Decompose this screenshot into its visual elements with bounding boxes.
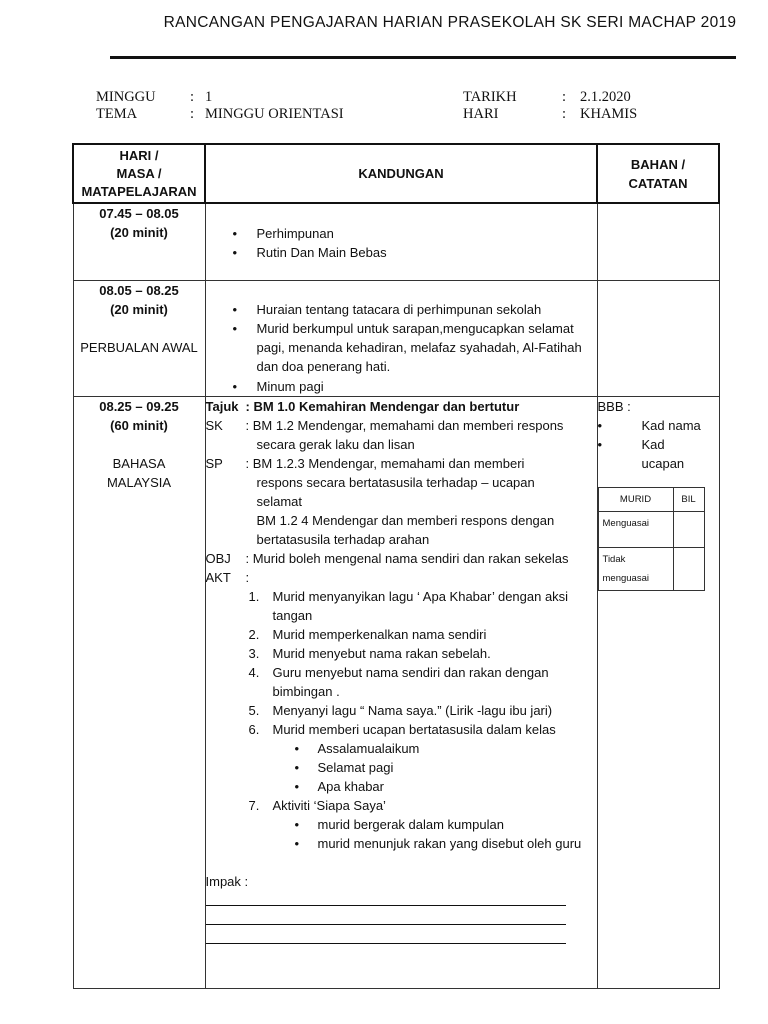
list-item (206, 663, 597, 701)
mastery-cell (673, 511, 704, 547)
list-item (206, 701, 597, 720)
sp2-line1: BM 1.2 4 Mendengar dan memberi respons dengan (256, 512, 555, 528)
sp-cont1: respons secara bertatasusila terhadap – ucapan (256, 474, 535, 490)
list-item: • Kad ucapan (598, 435, 719, 473)
page-header (0, 14, 768, 32)
list-item: • murid bergerak dalam kumpulan (206, 815, 597, 834)
sk-value: : BM 1.2 Mendengar, memahami dan memberi respons (245, 417, 564, 433)
tarikh-colon: : (562, 89, 567, 105)
table-header-row (73, 144, 719, 203)
row3-content (205, 396, 597, 988)
header-col-hari (73, 144, 205, 203)
list-item: • Perhimpunan (206, 224, 597, 243)
impak-line (206, 887, 566, 906)
row3-time: 08.25 – 09.25 (99, 398, 179, 414)
row3-subject-line1: BAHASA (112, 455, 166, 471)
row3-duration: (60 minit) (110, 417, 168, 433)
tajuk-label: Tajuk (205, 398, 239, 414)
impak-line (206, 925, 566, 944)
table-row (73, 280, 719, 396)
impak-label: Impak : (205, 873, 249, 889)
row1-time-cell (73, 203, 205, 280)
row3-bahan (597, 396, 719, 988)
header-col1-line2: MASA / (116, 165, 162, 181)
obj-value: : Murid boleh mengenal nama sendiri dan rakan sekelas (245, 550, 569, 566)
activity-number: 3. (248, 645, 260, 661)
impak-line (206, 906, 566, 925)
akt-label: AKT (205, 569, 231, 585)
row2-time-cell (73, 280, 205, 396)
tema-label: TEMA (96, 106, 138, 122)
activity-text: Murid menyebut nama rakan sebelah. (272, 645, 491, 661)
header-col1-line3: MATAPELAJARAN (81, 183, 197, 199)
header-col1-line1: HARI / (119, 147, 159, 163)
sk-label: SK (205, 417, 223, 433)
list-item: • Assalamualaikum (206, 739, 597, 758)
header-rule (110, 56, 736, 59)
list-item (206, 720, 597, 739)
list-item (206, 625, 597, 644)
list-item (206, 644, 597, 663)
row1-content (205, 203, 597, 280)
activity-number: 6. (248, 721, 260, 737)
mastery-header-bil: BIL (673, 487, 704, 511)
tarikh-label: TARIKH (463, 89, 517, 105)
row2-subject: PERBUALAN AWAL (80, 339, 198, 355)
tema-value: MINGGU ORIENTASI (205, 106, 344, 122)
list-item: • Minum pagi (206, 377, 591, 396)
mastery-table (598, 487, 705, 591)
hari-value: KHAMIS (580, 106, 638, 122)
activity-text: Aktiviti ‘Siapa Saya’ (272, 797, 386, 813)
sp-cont2: selamat (256, 493, 303, 509)
tema-colon: : (190, 106, 195, 122)
list-item: • murid menunjuk rakan yang disebut oleh guru (206, 834, 597, 853)
akt-value: : (245, 569, 250, 585)
activity-text: Menyanyi lagu “ Nama saya.” (Lirik -lagu ibu jari) (272, 702, 553, 718)
sk-cont: secara gerak laku dan lisan (256, 436, 415, 452)
row1-duration: (20 minit) (110, 225, 168, 240)
header-col-bahan (597, 144, 719, 203)
hari-colon: : (562, 106, 567, 122)
mastery-row-menguasai: Menguasai (598, 511, 673, 547)
list-item (206, 587, 597, 625)
mastery-row-tidak: Tidak menguasai (598, 547, 673, 590)
list-item: • Apa khabar (206, 777, 597, 796)
header-col-kandungan: KANDUNGAN (205, 144, 597, 203)
row2-time: 08.05 – 08.25 (99, 282, 179, 298)
list-item: • Murid berkumpul untuk sarapan,mengucapkan selamat pagi, menanda kehadiran, melafaz syahadah, Al-Fatihah dan doa penerang hati. (206, 319, 591, 377)
list-item: • Huraian tentang tatacara di perhimpunan sekolah (206, 300, 591, 319)
activity-number: 2. (248, 626, 260, 642)
hari-label: HARI (463, 106, 499, 122)
list-item: • Selamat pagi (206, 758, 597, 777)
mastery-header-murid: MURID (598, 487, 673, 511)
obj-label: OBJ (205, 550, 231, 566)
activity-number: 7. (248, 797, 260, 813)
activity-number: 5. (248, 702, 260, 718)
activity-text: Guru menyebut nama sendiri dan rakan dengan bimbingan . (272, 664, 549, 699)
activity-number: 1. (248, 588, 260, 604)
list-item: • Kad nama (598, 416, 719, 435)
list-item: • Rutin Dan Main Bebas (206, 243, 597, 262)
row3-time-cell (73, 396, 205, 988)
header-col3-line2: CATATAN (628, 175, 688, 191)
header-title: RANCANGAN PENGAJARAN HARIAN PRASEKOLAH SK SERI MACHAP 2019 (163, 14, 737, 31)
sp2-line2: bertatasusila terhadap arahan (256, 531, 430, 547)
bbb-label: BBB : (597, 398, 631, 414)
row3-subject-line2: MALAYSIA (106, 474, 172, 490)
activity-text: Murid menyanyikan lagu ‘ Apa Khabar’ dengan aksi tangan (272, 588, 569, 623)
row2-bahan (597, 280, 719, 396)
lesson-plan-table (72, 143, 720, 989)
row2-duration: (20 minit) (110, 301, 168, 317)
row2-content (205, 280, 597, 396)
activity-number: 4. (248, 664, 260, 680)
minggu-value: 1 (205, 89, 213, 105)
table-row (73, 203, 719, 280)
mastery-cell (673, 547, 704, 590)
minggu-label: MINGGU (96, 89, 156, 105)
sp-label: SP (205, 455, 223, 471)
row1-bahan (597, 203, 719, 280)
activity-text: Murid memperkenalkan nama sendiri (272, 626, 487, 642)
tajuk-value: : BM 1.0 Kemahiran Mendengar dan bertutur (245, 398, 520, 414)
activity-text: Murid memberi ucapan bertatasusila dalam kelas (272, 721, 556, 737)
header-col3-line1: BAHAN / (630, 156, 686, 172)
row1-time: 07.45 – 08.05 (99, 206, 179, 221)
tarikh-value: 2.1.2020 (580, 89, 631, 105)
table-row (73, 396, 719, 988)
list-item (206, 796, 597, 815)
sp-value: : BM 1.2.3 Mendengar, memahami dan memberi (245, 455, 525, 471)
minggu-colon: : (190, 89, 195, 105)
